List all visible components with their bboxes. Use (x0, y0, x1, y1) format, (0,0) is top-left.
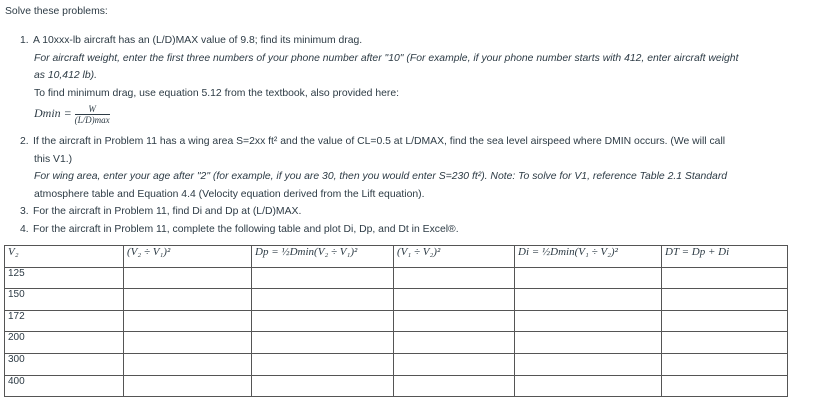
intro-text: Solve these problems: (5, 6, 108, 17)
header-v2-over-v1: (V₂ ÷ V₁)² (124, 246, 252, 268)
problem-1: 1. A 10xxx-lb aircraft has an (L/D)MAX value of 9.8; find its minimum drag. For aircraft weight, enter the first three numbers of your phone number after "10" (For example, if your phone number starts with 412, enter aircraft weight as 10,412 lb). To find minimum drag, use equation 5.12 from the textbook, also provided here: Dmin = $\frac{W}{(L/D)\max}$ (20, 32, 815, 126)
p2-note-1: For wing area, enter your age after "2" (for example, if you are 30, then you would enter S=230 ft²). Note: To solve for V1, reference Table 2.1 Standard (34, 171, 728, 182)
p1-note-1: For aircraft weight, enter the first three numbers of your phone number after "10" (For example, if your phone number starts with 412, enter aircraft weight (34, 52, 739, 64)
p2-line-1: If the aircraft in Problem 11 has a wing area S=2xx ft² and the value of CL=0.5 at L/DMAX, find the sea level airspeed where DMIN occurs. (We will call (33, 136, 726, 147)
header-di: Di = ½Dmin(V₁ ÷ V₂)² (515, 246, 662, 268)
p1-eq-intro: To find minimum drag, use equation 5.12 from the textbook, also provided here: (34, 87, 400, 99)
table-row: 172 (5, 310, 788, 332)
header-dp: Dp = ½Dmin(V₂ ÷ V₁)² (252, 246, 394, 268)
table-row: 150 (5, 289, 788, 311)
table-row: 300 (5, 353, 788, 375)
table-header-row (5, 246, 788, 268)
p2-note-2: atmosphere table and Equation 4.4 (Velocity equation derived from the Lift equation). (34, 188, 425, 200)
drag-table (4, 245, 788, 397)
p1-text: A 10xxx-lb aircraft has an (L/D)MAX value of 9.8; find its minimum drag. (33, 35, 363, 46)
header-v1-over-v2: (V₁ ÷ V₂)² (394, 246, 515, 268)
table-row: 200 (5, 332, 788, 354)
table-row: 125 (5, 267, 788, 289)
p2-line-2: this V1.) (34, 153, 73, 165)
table-row: 400 (5, 375, 788, 397)
problem-2: 2. If the aircraft in Problem 11 has a wing area S=2xx ft² and the value of CL=0.5 at L/DMAX, find the sea level airspeed where DMIN occurs. (We will call this V1.) For wing area, enter your age after "2" (for example, if you are 30, then you would enter S=230 ft²). Note: To solve for V1, reference Table 2.1 Standard atmosphere table and Equation 4.4 (Velocity equation derived from the Lift equation). 3. For the aircraft in Problem 11, find Di and Dp at (L/D)MAX. 4. For the aircraft in Problem 11, complete the following table and plot Di, Dp, and Dt in Excel®. (20, 133, 815, 238)
p3-text: For the aircraft in Problem 11, find Di and Dp at (L/D)MAX. (33, 206, 302, 217)
header-v2: V₂ (5, 246, 124, 268)
p4-text: For the aircraft in Problem 11, complete the following table and plot Di, Dp, and Dt in Excel®. (33, 223, 459, 235)
p1-note-2: as 10,412 lb). (34, 70, 97, 81)
header-dt: DT = Dp + Di (662, 246, 788, 268)
equation-5-12: Dmin = $\frac{W}{(L/D)\max}$ (34, 103, 110, 125)
